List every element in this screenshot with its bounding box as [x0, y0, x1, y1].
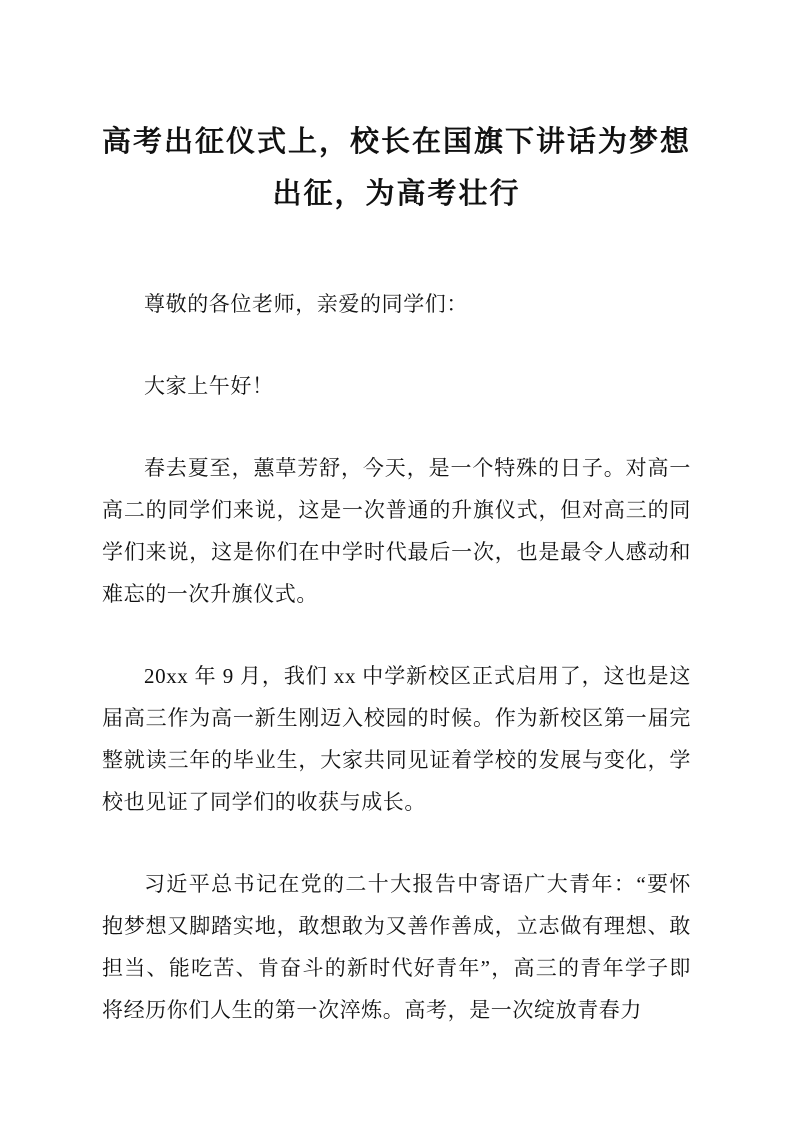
paragraph-greeting: 大家上午好！	[144, 374, 274, 398]
document-title: 高考出征仪式上，校长在国旗下讲话为梦想出征，为高考壮行	[102, 126, 692, 210]
paragraph-body-3-truncated: 习近平总书记在党的二十大报告中寄语广大青年：“要怀抱梦想又脚踏实地，敢想敢为又善作善成，立志做有理想、敢担当、能吃苦、肯奋斗的新时代好青年”，高三的青年学子即将经历你们人生的第一次淬炼。高考，是一次绽放青春力	[102, 872, 691, 1022]
paragraph-salutation: 尊敬的各位老师，亲爱的同学们：	[144, 292, 468, 316]
paragraph-body-1: 春去夏至，蕙草芳舒，今天，是一个特殊的日子。对高一高二的同学们来说，这是一次普通的升旗仪式，但对高三的同学们来说，这是你们在中学时代最后一次，也是最令人感动和难忘的一次升旗仪式。	[102, 456, 691, 606]
paragraph-body-2: 20xx 年 9 月，我们 xx 中学新校区正式启用了，这也是这届高三作为高一新生刚迈入校园的时候。作为新校区第一届完整就读三年的毕业生，大家共同见证着学校的发展与变化，学校也见证了同学们的收获与成长。	[102, 664, 691, 814]
